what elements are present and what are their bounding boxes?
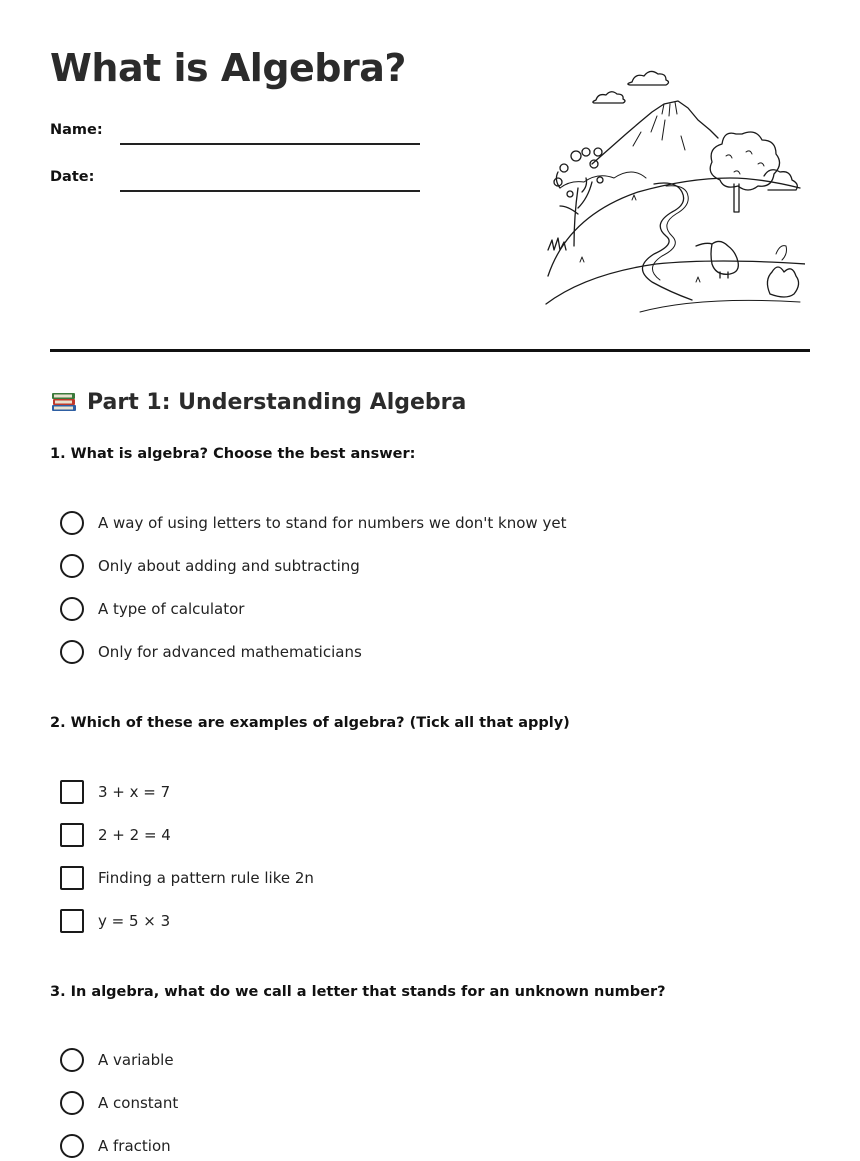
option-label: 3 + x = 7 <box>98 783 171 801</box>
option-label: Only for advanced mathematicians <box>98 643 362 661</box>
landscape-illustration <box>540 64 805 316</box>
q3-option-2[interactable] <box>60 1091 178 1115</box>
option-label: A constant <box>98 1094 179 1112</box>
radio-button[interactable] <box>60 640 84 664</box>
radio-button[interactable] <box>60 1134 84 1158</box>
checkbox[interactable] <box>60 780 84 804</box>
q2-option-2[interactable] <box>60 823 171 847</box>
name-field[interactable] <box>120 143 420 145</box>
part1-heading <box>50 388 466 416</box>
option-label: A way of using letters to stand for numbers we don't know yet <box>98 514 567 532</box>
option-label: A variable <box>98 1051 174 1069</box>
option-label: A type of calculator <box>98 600 245 618</box>
date-field[interactable] <box>120 190 420 192</box>
q1-option-2[interactable] <box>60 554 360 578</box>
option-label: y = 5 × 3 <box>98 912 171 930</box>
q2-option-1[interactable] <box>60 780 170 804</box>
radio-button[interactable] <box>60 597 84 621</box>
date-label: Date: <box>50 169 95 185</box>
option-label: A fraction <box>98 1137 171 1155</box>
q1-option-4[interactable] <box>60 640 362 664</box>
checkbox[interactable] <box>60 909 84 933</box>
q1-option-3[interactable] <box>60 597 244 621</box>
q3-option-1[interactable] <box>60 1048 174 1072</box>
part1-heading-text: Part 1: Understanding Algebra <box>87 389 467 415</box>
radio-button[interactable] <box>60 554 84 578</box>
q3-option-3[interactable] <box>60 1134 171 1158</box>
option-label: Only about adding and subtracting <box>98 557 360 575</box>
name-label: Name: <box>50 122 103 138</box>
worksheet-title: What is Algebra? <box>50 46 406 90</box>
checkbox[interactable] <box>60 866 84 890</box>
checkbox[interactable] <box>60 823 84 847</box>
question-3: 3. In algebra, what do we call a letter that stands for an unknown number? <box>50 984 666 1000</box>
books-icon <box>50 388 78 416</box>
radio-button[interactable] <box>60 511 84 535</box>
q2-option-4[interactable] <box>60 909 170 933</box>
question-1: 1. What is algebra? Choose the best answer: <box>50 446 416 462</box>
section-divider <box>50 349 810 352</box>
q1-option-1[interactable] <box>60 511 566 535</box>
option-label: Finding a pattern rule like 2n <box>98 869 314 887</box>
option-label: 2 + 2 = 4 <box>98 826 171 844</box>
radio-button[interactable] <box>60 1048 84 1072</box>
q2-option-3[interactable] <box>60 866 314 890</box>
question-2: 2. Which of these are examples of algebra? (Tick all that apply) <box>50 715 570 731</box>
radio-button[interactable] <box>60 1091 84 1115</box>
